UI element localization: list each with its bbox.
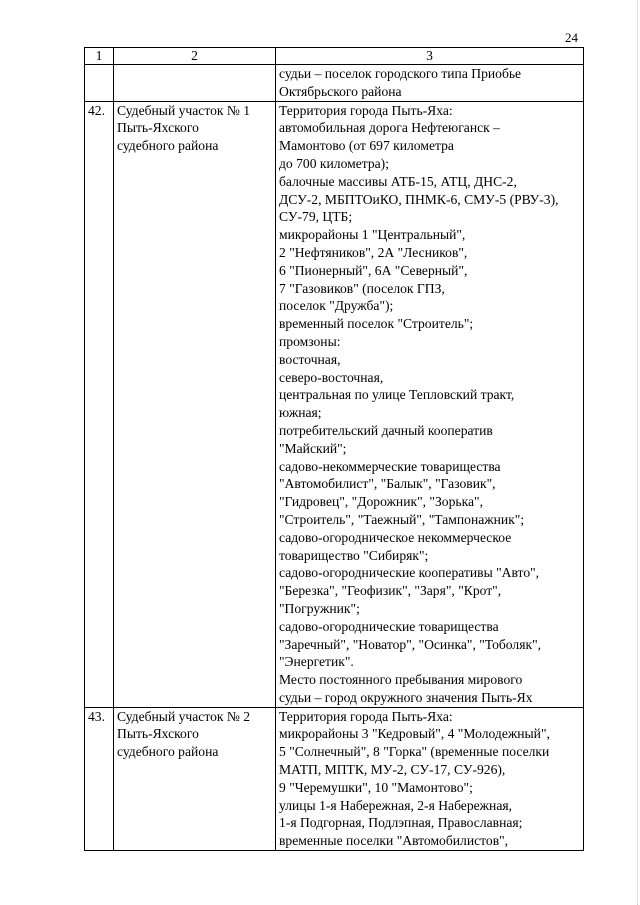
territory-line: садово-огородническое некоммерческое xyxy=(279,529,512,545)
territory-line: восточная, xyxy=(279,351,341,367)
territory-line: южная; xyxy=(279,405,322,421)
court-district-name xyxy=(114,101,276,707)
territory-line: товарищество "Сибиряк"; xyxy=(279,547,429,563)
page-number: 24 xyxy=(565,30,578,45)
territory-line: 2 "Нефтяников", 2А "Лесников", xyxy=(279,244,468,260)
territory-line: "Строитель", "Таежный", "Тампонажник"; xyxy=(279,511,525,527)
territory-description xyxy=(276,101,584,707)
table-header-row xyxy=(85,48,584,65)
territory-line: северо-восточная, xyxy=(279,369,384,385)
territory-line: центральная по улице Тепловский тракт, xyxy=(279,387,515,403)
territory-line: потребительский дачный кооператив xyxy=(279,422,493,438)
territory-line: "Майский"; xyxy=(279,440,347,456)
territory-line: поселок "Дружба"); xyxy=(279,298,394,314)
territory-line: микрорайоны 1 "Центральный", xyxy=(279,227,466,243)
territory-line: садово-некоммерческие товарищества xyxy=(279,458,501,474)
district-name-line: Пыть-Яхского xyxy=(117,120,199,136)
territory-line: до 700 километра); xyxy=(279,155,389,171)
row-number: 42. xyxy=(85,101,114,707)
court-district-name xyxy=(114,707,276,850)
territory-line: 6 "Пионерный", 6А "Северный", xyxy=(279,262,468,278)
territory-description xyxy=(276,65,584,102)
territory-line: 5 "Солнечный", 8 "Горка" (временные поселки xyxy=(279,744,550,760)
territory-line: "Автомобилист", "Балык", "Газовик", xyxy=(279,476,496,492)
territory-line: временные поселки "Автомобилистов", xyxy=(279,833,509,849)
table-row xyxy=(85,101,584,707)
scan-edge-marks xyxy=(636,0,638,905)
territory-line: 7 "Газовиков" (поселок ГПЗ, xyxy=(279,280,445,296)
header-col-1: 1 xyxy=(85,48,114,65)
territory-line: "Заречный", "Новатор", "Осинка", "Тоболяк", xyxy=(279,636,542,652)
territory-line: "Энергетик". xyxy=(279,654,354,670)
territory-line: временный поселок "Строитель"; xyxy=(279,316,474,332)
territory-line: Территория города Пыть-Яха: xyxy=(279,708,453,724)
court-districts-table xyxy=(84,47,584,851)
row-number: 43. xyxy=(85,707,114,850)
territory-line: судьи – поселок городского типа Приобье xyxy=(279,66,522,81)
territory-line: автомобильная дорога Нефтеюганск – xyxy=(279,120,500,136)
table-row xyxy=(85,65,584,102)
territory-line: Место постоянного пребывания мирового xyxy=(279,672,523,688)
territory-line: микрорайоны 3 "Кедровый", 4 "Молодежный", xyxy=(279,726,550,742)
territory-line: садово-огороднические товарищества xyxy=(279,618,499,634)
district-name-line: Судебный участок № 1 xyxy=(117,102,251,118)
header-col-2: 2 xyxy=(114,48,276,65)
territory-line: "Гидровец", "Дорожник", "Зорька", xyxy=(279,494,483,510)
court-district-name xyxy=(114,65,276,102)
territory-line: садово-огороднические кооперативы "Авто", xyxy=(279,565,540,581)
territory-line: Территория города Пыть-Яха: xyxy=(279,102,453,118)
district-name-line: Пыть-Яхского xyxy=(117,726,199,742)
territory-description xyxy=(276,707,584,850)
territory-line: 1-я Подгорная, Подлэпная, Православная; xyxy=(279,815,523,831)
territory-line: Октябрьского района xyxy=(279,83,402,99)
territory-line: улицы 1-я Набережная, 2-я Набережная, xyxy=(279,797,513,813)
row-number xyxy=(85,65,114,102)
table-row xyxy=(85,707,584,850)
territory-line: промзоны: xyxy=(279,333,341,349)
header-col-3: 3 xyxy=(276,48,584,65)
territory-line: "Погружник"; xyxy=(279,600,360,616)
territory-line: ДСУ-2, МБПТОиКО, ПНМК-6, СМУ-5 (РВУ-3), xyxy=(279,191,559,207)
territory-line: "Березка", "Геофизик", "Заря", "Крот", xyxy=(279,583,502,599)
territory-line: МАТП, МПТК, МУ-2, СУ-17, СУ-926), xyxy=(279,762,506,778)
territory-line: 9 "Черемушки", 10 "Мамонтово"; xyxy=(279,779,473,795)
district-name-line: Судебный участок № 2 xyxy=(117,708,251,724)
district-name-line: судебного района xyxy=(117,138,219,154)
territory-line: Мамонтово (от 697 километра xyxy=(279,138,454,154)
territory-line: СУ-79, ЦТБ; xyxy=(279,209,353,225)
table-body xyxy=(85,65,584,851)
territory-line: балочные массивы АТБ-15, АТЦ, ДНС-2, xyxy=(279,173,517,189)
territory-line: судьи – город окружного значения Пыть-Ях xyxy=(279,689,533,705)
district-name-line: судебного района xyxy=(117,744,219,760)
